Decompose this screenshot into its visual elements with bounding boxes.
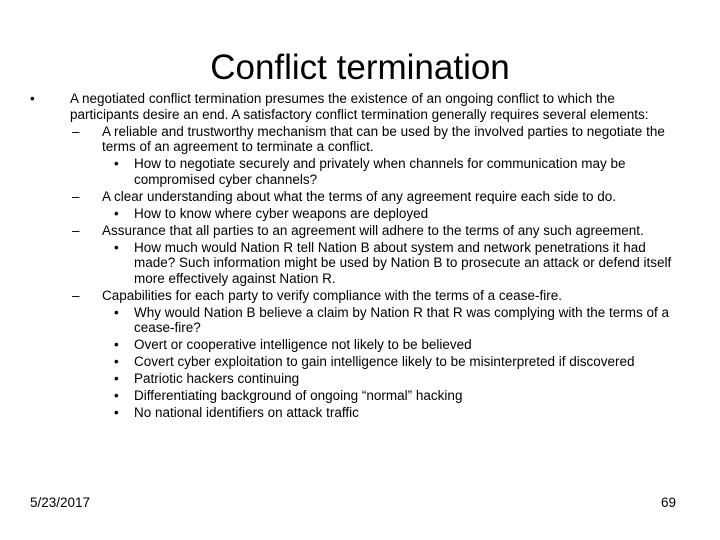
sub-point-item <box>30 354 685 370</box>
sub-point-item <box>30 240 685 287</box>
dash-marker: – <box>72 123 80 139</box>
slide-title: Conflict termination <box>210 48 510 87</box>
bullet-marker: • <box>114 156 119 171</box>
bullet-marker: • <box>114 337 119 352</box>
sub-point-text: How to negotiate securely and privately when channels for communication may be compromised cyber channels? <box>134 156 626 187</box>
bullet-marker: • <box>114 239 119 255</box>
intro-text: A negotiated conflict termination presumes the existence of an ongoing conflict to which the participants desire an end. A satisfactory conflict termination generally requires several elements: <box>70 91 649 122</box>
bullet-marker: • <box>114 405 119 420</box>
sub-point-item <box>30 337 685 353</box>
page-number: 69 <box>660 495 676 510</box>
sub-point-item <box>30 371 685 387</box>
bullet-marker: • <box>114 354 119 369</box>
bullet-marker: • <box>114 205 119 221</box>
sub-point-text: How to know where cyber weapons are deployed <box>134 205 429 221</box>
sub-point-item <box>30 156 685 187</box>
bullet-marker: • <box>114 304 119 320</box>
point-text: Assurance that all parties to an agreement will adhere to the terms of any such agreement. <box>102 222 644 238</box>
sub-point-item <box>30 206 685 222</box>
slide-body <box>30 91 685 421</box>
point-text: A reliable and trustworthy mechanism that can be used by the involved parties to negotiate the terms of an agreement to terminate a conflict. <box>102 123 665 154</box>
sub-point-text: No national identifiers on attack traffic <box>134 405 359 420</box>
point-text: A clear understanding about what the terms of any agreement require each side to do. <box>102 188 617 204</box>
sub-point-text: Overt or cooperative intelligence not likely to be believed <box>134 337 472 352</box>
point-item <box>30 189 685 205</box>
sub-point-item <box>30 388 685 404</box>
point-item <box>30 288 685 304</box>
sub-point-text: Why would Nation B believe a claim by Nation R that R was complying with the terms of a cease-fire? <box>134 304 669 335</box>
sub-point-text: Covert cyber exploitation to gain intelligence likely to be misinterpreted if discovered <box>134 354 635 369</box>
intro-bullet <box>30 91 685 122</box>
dash-marker: – <box>72 222 80 238</box>
point-item <box>30 124 685 155</box>
point-item <box>30 223 685 239</box>
sub-point-text: Patriotic hackers continuing <box>134 371 300 386</box>
bullet-marker: • <box>30 91 35 106</box>
sub-point-item <box>30 305 685 336</box>
sub-point-text: Differentiating background of ongoing “normal” hacking <box>134 388 463 403</box>
sub-point-item <box>30 405 685 421</box>
footer-date: 5/23/2017 <box>30 495 91 510</box>
bullet-marker: • <box>114 388 119 403</box>
bullet-marker: • <box>114 371 119 386</box>
sub-point-text: How much would Nation R tell Nation B about system and network penetrations it had made? Such information might be used by Nation B to prosecute an attack or defend itself more effectively against Nation R. <box>134 239 672 286</box>
point-text: Capabilities for each party to verify compliance with the terms of a cease-fire. <box>102 287 562 303</box>
dash-marker: – <box>72 188 80 204</box>
dash-marker: – <box>72 287 80 303</box>
